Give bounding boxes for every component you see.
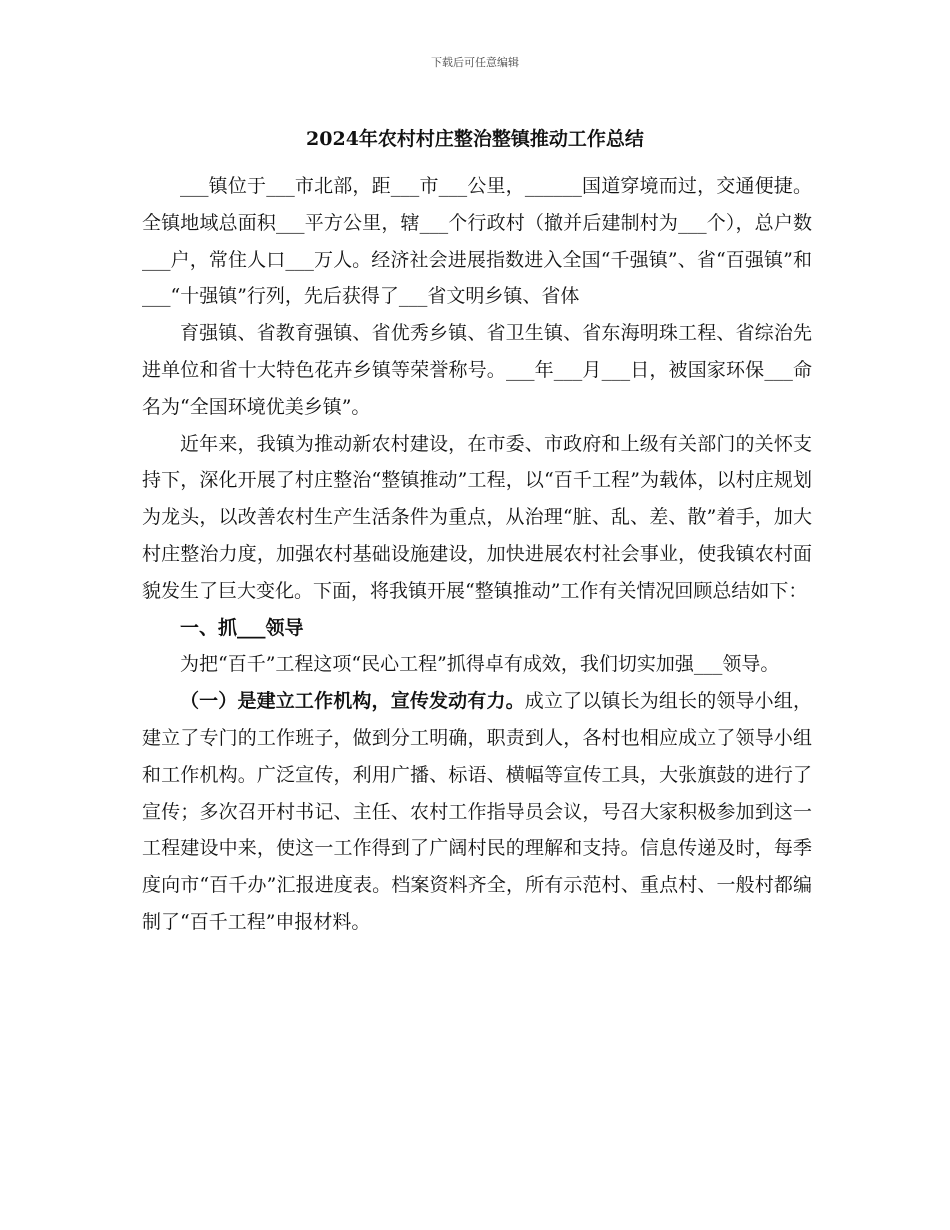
document-body	[142, 168, 812, 941]
section-intro-1: 为把“百千”工程这项“民心工程”抓得卓有成效，我们切实加强___领导。	[180, 653, 780, 676]
paragraph-intro: ___镇位于___市北部，距___市___公里，______国道穿境而过，交通便捷。全镇地域总面积___平方公里，辖___个行政村（撤并后建制村为___个），总户数___户，常住人口___万人。经济社会进展指数进入全国“千强镇”、省“百强镇”和___“十强镇”行列，先后获得了___省文明乡镇、省体	[142, 175, 812, 308]
header-note: 下载后可任意编辑	[431, 56, 519, 69]
section-heading-1: 一、抓___领导	[180, 616, 304, 639]
paragraph-overview: 近年来，我镇为推动新农村建设，在市委、市政府和上级有关部门的关怀支持下，深化开展了村庄整治“整镇推动”工程，以“百千工程”为载体，以村庄规划为龙头，以改善农村生产生活条件为重点，从治理“脏、乱、差、散”着手，加大村庄整治力度，加强农村基础设施建设，加快进展农村社会事业，使我镇农村面貌发生了巨大变化。下面，将我镇开展“整镇推动”工作有关情况回顾总结如下：	[142, 432, 812, 602]
paragraph-honors: 育强镇、省教育强镇、省优秀乡镇、省卫生镇、省东海明珠工程、省综治先进单位和省十大特色花卉乡镇等荣誉称号。___年___月___日，被国家环保___命名为“全国环境优美乡镇”。	[142, 322, 812, 418]
subsection-lead-1: （一）是建立工作机构，宣传发动有力。	[180, 690, 525, 713]
subsection-text-1: 成立了以镇长为组长的领导小组，建立了专门的工作班子，做到分工明确，职责到人，各村也相应成立了领导小组和工作机构。广泛宣传，利用广播、标语、横幅等宣传工具，大张旗鼓的进行了宣传；多次召开村书记、主任、农村工作指导员会议，号召大家积极参加到这一工程建设中来，使这一工作得到了广阔村民的理解和支持。信息传递及时，每季度向市“百千办”汇报进度表。档案资料齐全，所有示范村、重点村、一般村都编制了“百千工程”申报材料。	[142, 690, 812, 933]
document-title: 2024年农村村庄整治整镇推动工作总结	[306, 128, 644, 150]
subsection-paragraph-1	[142, 683, 812, 941]
